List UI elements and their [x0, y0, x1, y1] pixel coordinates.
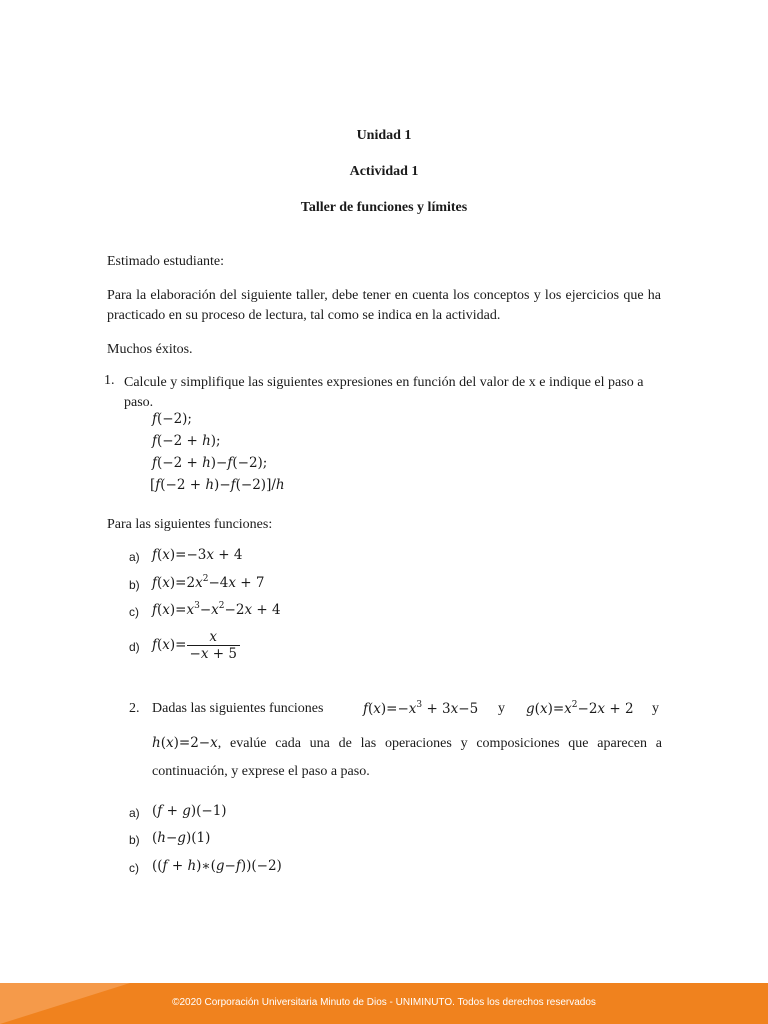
q2-text-b: , evalúe cada una de las operaciones y composiciones que aparecen a continuación, y exprese el paso a paso. [152, 736, 662, 779]
q2-label-c: c) [129, 861, 139, 875]
q2-number: 2. [129, 701, 140, 716]
footer-band [0, 983, 768, 1024]
q2-and-1: y [498, 701, 505, 716]
q2-label-a: a) [129, 806, 140, 820]
q2-and-2: y [652, 701, 659, 716]
q2-function-h: h(x)=2−x [152, 735, 218, 751]
q2-text-a: Dadas las siguientes funciones [152, 701, 324, 716]
q1-label-d: d) [129, 640, 140, 654]
unit-heading: Unidad 1 [356, 128, 412, 143]
expr-difference: f(−2 + h)−f(−2); [152, 455, 268, 471]
operation-a: (f + g)(−1) [152, 803, 227, 819]
intro-paragraph: Para la elaboración del siguiente taller, debe tener en cuenta los conceptos y los ejercicios que ha practicado en su proceso de lectura, tal como se indica en la actividad. [107, 288, 661, 323]
closing-text: Muchos éxitos. [107, 342, 193, 357]
workshop-title: Taller de funciones y límites [300, 200, 468, 215]
operation-b: (h−g)(1) [152, 830, 211, 846]
q2-function-f: $f(x)=-x^3 + 3x-5$ [363, 700, 479, 717]
q2-text-b-block [152, 729, 662, 786]
q2-function-g: $g(x)=x^2-2x + 2$ [526, 700, 634, 717]
function-c: $f(x)=x^3-x^2-2x + 4$ [152, 601, 281, 618]
expr-f-minus2-plus-h: f(−2 + h); [152, 433, 221, 449]
q1-text: Calcule y simplifique las siguientes expresiones en función del valor de x e indique el paso a paso. [124, 375, 644, 410]
greeting: Estimado estudiante: [107, 254, 225, 269]
q1-label-b: b) [129, 578, 140, 592]
q1-label-a: a) [129, 550, 140, 564]
q1-label-c: c) [129, 605, 139, 619]
expr-f-minus2: f(−2); [152, 411, 192, 427]
footer-copyright: ©2020 Corporación Universitaria Minuto de Dios - UNIMINUTO. Todos los derechos reservados [172, 997, 596, 1008]
activity-heading: Actividad 1 [349, 164, 419, 179]
function-b: $f(x)=2x^2-4x + 7$ [152, 574, 265, 591]
q2-label-b: b) [129, 833, 140, 847]
function-a: f(x)=−3x + 4 [152, 547, 243, 563]
expr-difference-quotient: [f(−2 + h)−f(−2)]/h [150, 477, 285, 493]
q1-number: 1. [104, 373, 115, 388]
functions-intro: Para las siguientes funciones: [107, 517, 273, 532]
function-d: f(x)= $\frac{x}{-x + 5}$ [152, 629, 240, 662]
operation-c: ((f + h)∗(g−f))(−2) [152, 858, 282, 874]
